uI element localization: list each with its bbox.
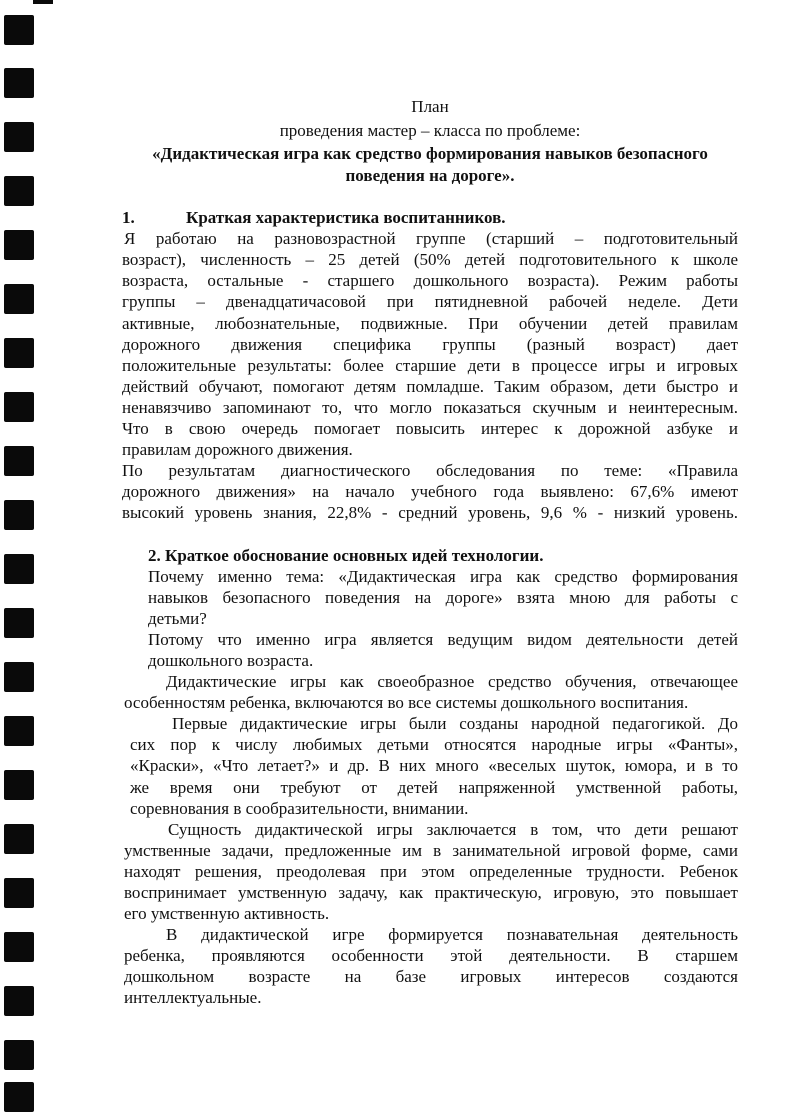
section1-line: возраст), численность – 25 детей (50% детей подготовительного к школе xyxy=(122,250,738,269)
binder-hole xyxy=(4,1082,34,1112)
section1-line: Я работаю на разновозрастной группе (старший – подготовительный xyxy=(124,229,738,248)
section2-line: особенностям ребенка, включаются во все системы дошкольного воспитания. xyxy=(124,693,689,712)
section1-line: дорожного движения» на начало учебного года выявлено: 67,6% имеют xyxy=(122,482,738,501)
section2-line: соревнования в сообразительности, внимании. xyxy=(130,799,469,818)
binder-hole xyxy=(4,932,34,962)
section2-line: В дидактической игре формируется познавательная деятельность xyxy=(166,925,738,944)
section1-line: группы – двенадцатичасовой при пятидневной рабочей неделе. Дети xyxy=(122,292,738,311)
section2-line: Потому что именно игра является ведущим видом деятельности детей xyxy=(148,630,738,649)
binder-hole xyxy=(4,770,34,800)
section2-line: Дидактические игры как своеобразное средство обучения, отвечающее xyxy=(166,672,738,691)
scan-mark xyxy=(33,0,53,4)
binder-hole xyxy=(4,878,34,908)
section1-line: правилам дорожного движения. xyxy=(122,440,353,459)
binder-hole xyxy=(4,122,34,152)
binder-hole xyxy=(4,608,34,638)
section2-line: умственные задачи, предложенные им в занимательной игровой форме, сами xyxy=(124,841,738,860)
section2-line: Почему именно тема: «Дидактическая игра как средство формирования xyxy=(148,567,738,586)
binder-hole xyxy=(4,716,34,746)
section2-line: ребенка, проявляются особенности этой деятельности. В старшем xyxy=(124,946,738,965)
section2-heading: 2. Краткое обоснование основных идей технологии. xyxy=(148,546,544,565)
binder-hole xyxy=(4,15,34,45)
section2-line: его умственную активность. xyxy=(124,904,330,923)
section2-line: детьми? xyxy=(148,609,207,628)
binder-hole xyxy=(4,824,34,854)
section2-line: Сущность дидактической игры заключается в том, что дети решают xyxy=(168,820,738,839)
binder-hole xyxy=(4,986,34,1016)
section2-line: Первые дидактические игры были созданы народной педагогикой. До xyxy=(172,714,738,733)
section1-line: положительные результаты: более старшие дети в процессе игры и игровых xyxy=(122,356,738,375)
binder-hole xyxy=(4,284,34,314)
binder-hole xyxy=(4,392,34,422)
binder-hole xyxy=(4,1040,34,1070)
section1-line: действий обучают, помогают детям помладше. Таким образом, дети быстро и xyxy=(122,377,738,396)
section2-line: же время они требуют от детей напряженной умственной работы, xyxy=(130,778,738,797)
title-subtitle: проведения мастер – класса по проблеме: xyxy=(279,121,581,140)
section1-line: высокий уровень знания, 22,8% - средний уровень, 9,6 % - низкий уровень. xyxy=(122,503,738,522)
binder-hole xyxy=(4,554,34,584)
section1-line: ненавязчиво запоминают то, что могло показаться скучным и неинтересным. xyxy=(122,398,738,417)
section1-line: дорожного движения специфика группы (разный возраст) дает xyxy=(122,335,738,354)
section1-line: По результатам диагностического обследования по теме: «Правила xyxy=(122,461,738,480)
binder-holes xyxy=(0,0,40,1107)
binder-hole xyxy=(4,68,34,98)
section2-line: дошкольного возраста. xyxy=(148,651,314,670)
section1-heading: Краткая характеристика воспитанников. xyxy=(186,208,506,227)
section2-line: навыков безопасного поведения на дороге» взята мною для работы с xyxy=(148,588,738,607)
binder-hole xyxy=(4,176,34,206)
section2-line: интеллектуальные. xyxy=(124,988,262,1007)
section2-line: находят решения, преодолевая при этом определенные трудности. Ребенок xyxy=(124,862,738,881)
section2-line: «Краски», «Что летает?» и др. В них много «веселых шуток, юмора, и в то xyxy=(130,756,738,775)
binder-hole xyxy=(4,662,34,692)
title-topic: «Дидактическая игра как средство формирования навыков безопасного xyxy=(152,144,708,163)
binder-hole xyxy=(4,338,34,368)
binder-hole xyxy=(4,500,34,530)
title-topic-end: поведения на дороге». xyxy=(345,166,515,185)
title-plan: План xyxy=(411,97,449,116)
binder-hole xyxy=(4,446,34,476)
section2-line: воспринимает умственную задачу, как практическую, игровую, это повышает xyxy=(124,883,738,902)
section2-line: сих пор к числу любимых детьми относятся народные игры «Фанты», xyxy=(130,735,738,754)
section1-line: возраста, остальные - старшего дошкольного возраста). Режим работы xyxy=(122,271,738,290)
section1-line: активные, любознательные, подвижные. При обучении детей правилам xyxy=(122,314,738,333)
binder-hole xyxy=(4,230,34,260)
section2-line: дошкольном возрасте на базе игровых интересов создаются xyxy=(124,967,738,986)
section1-line: Что в свою очередь помогает повысить интерес к дорожной азбуке и xyxy=(122,419,738,438)
section1-number: 1. xyxy=(122,208,135,227)
